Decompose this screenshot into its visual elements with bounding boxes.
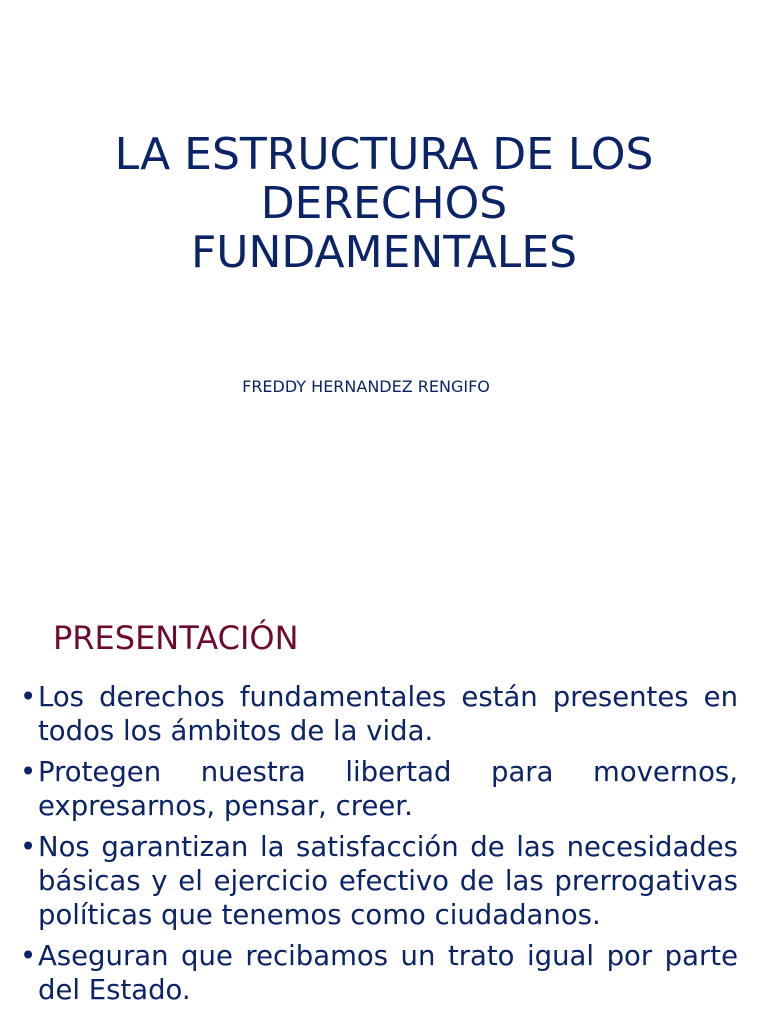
title-line-3: FUNDAMENTALES xyxy=(190,227,578,278)
bullet-icon: • xyxy=(20,756,37,788)
list-item-text: Aseguran que recibamos un trato igual por parte del Estado. xyxy=(38,940,738,1006)
bullet-icon: • xyxy=(20,831,37,863)
list-item-text: Los derechos fundamentales están presentes en todos los ámbitos de la vida. xyxy=(38,681,738,747)
bullet-icon: • xyxy=(20,681,37,713)
list-item-text: Nos garantizan la satisfacción de las necesidades básicas y el ejercicio efectivo de las prerrogativas políticas que tenemos como ciudadanos. xyxy=(38,831,738,931)
bullet-list xyxy=(20,680,738,1014)
presentation-slide xyxy=(0,576,768,1024)
list-item xyxy=(20,830,738,932)
slide-title xyxy=(40,130,728,277)
title-line-2: DERECHOS xyxy=(260,178,508,229)
list-item xyxy=(20,680,738,748)
list-item-text: Protegen nuestra libertad para movernos, expresarnos, pensar, creer. xyxy=(38,756,738,822)
title-line-1: LA ESTRUCTURA DE LOS xyxy=(114,129,654,180)
bullet-icon: • xyxy=(20,940,37,972)
list-item xyxy=(20,755,738,823)
author-name: FREDDY HERNANDEZ RENGIFO xyxy=(242,377,490,396)
list-item xyxy=(20,939,738,1007)
slide-heading: PRESENTACIÓN xyxy=(53,619,299,657)
